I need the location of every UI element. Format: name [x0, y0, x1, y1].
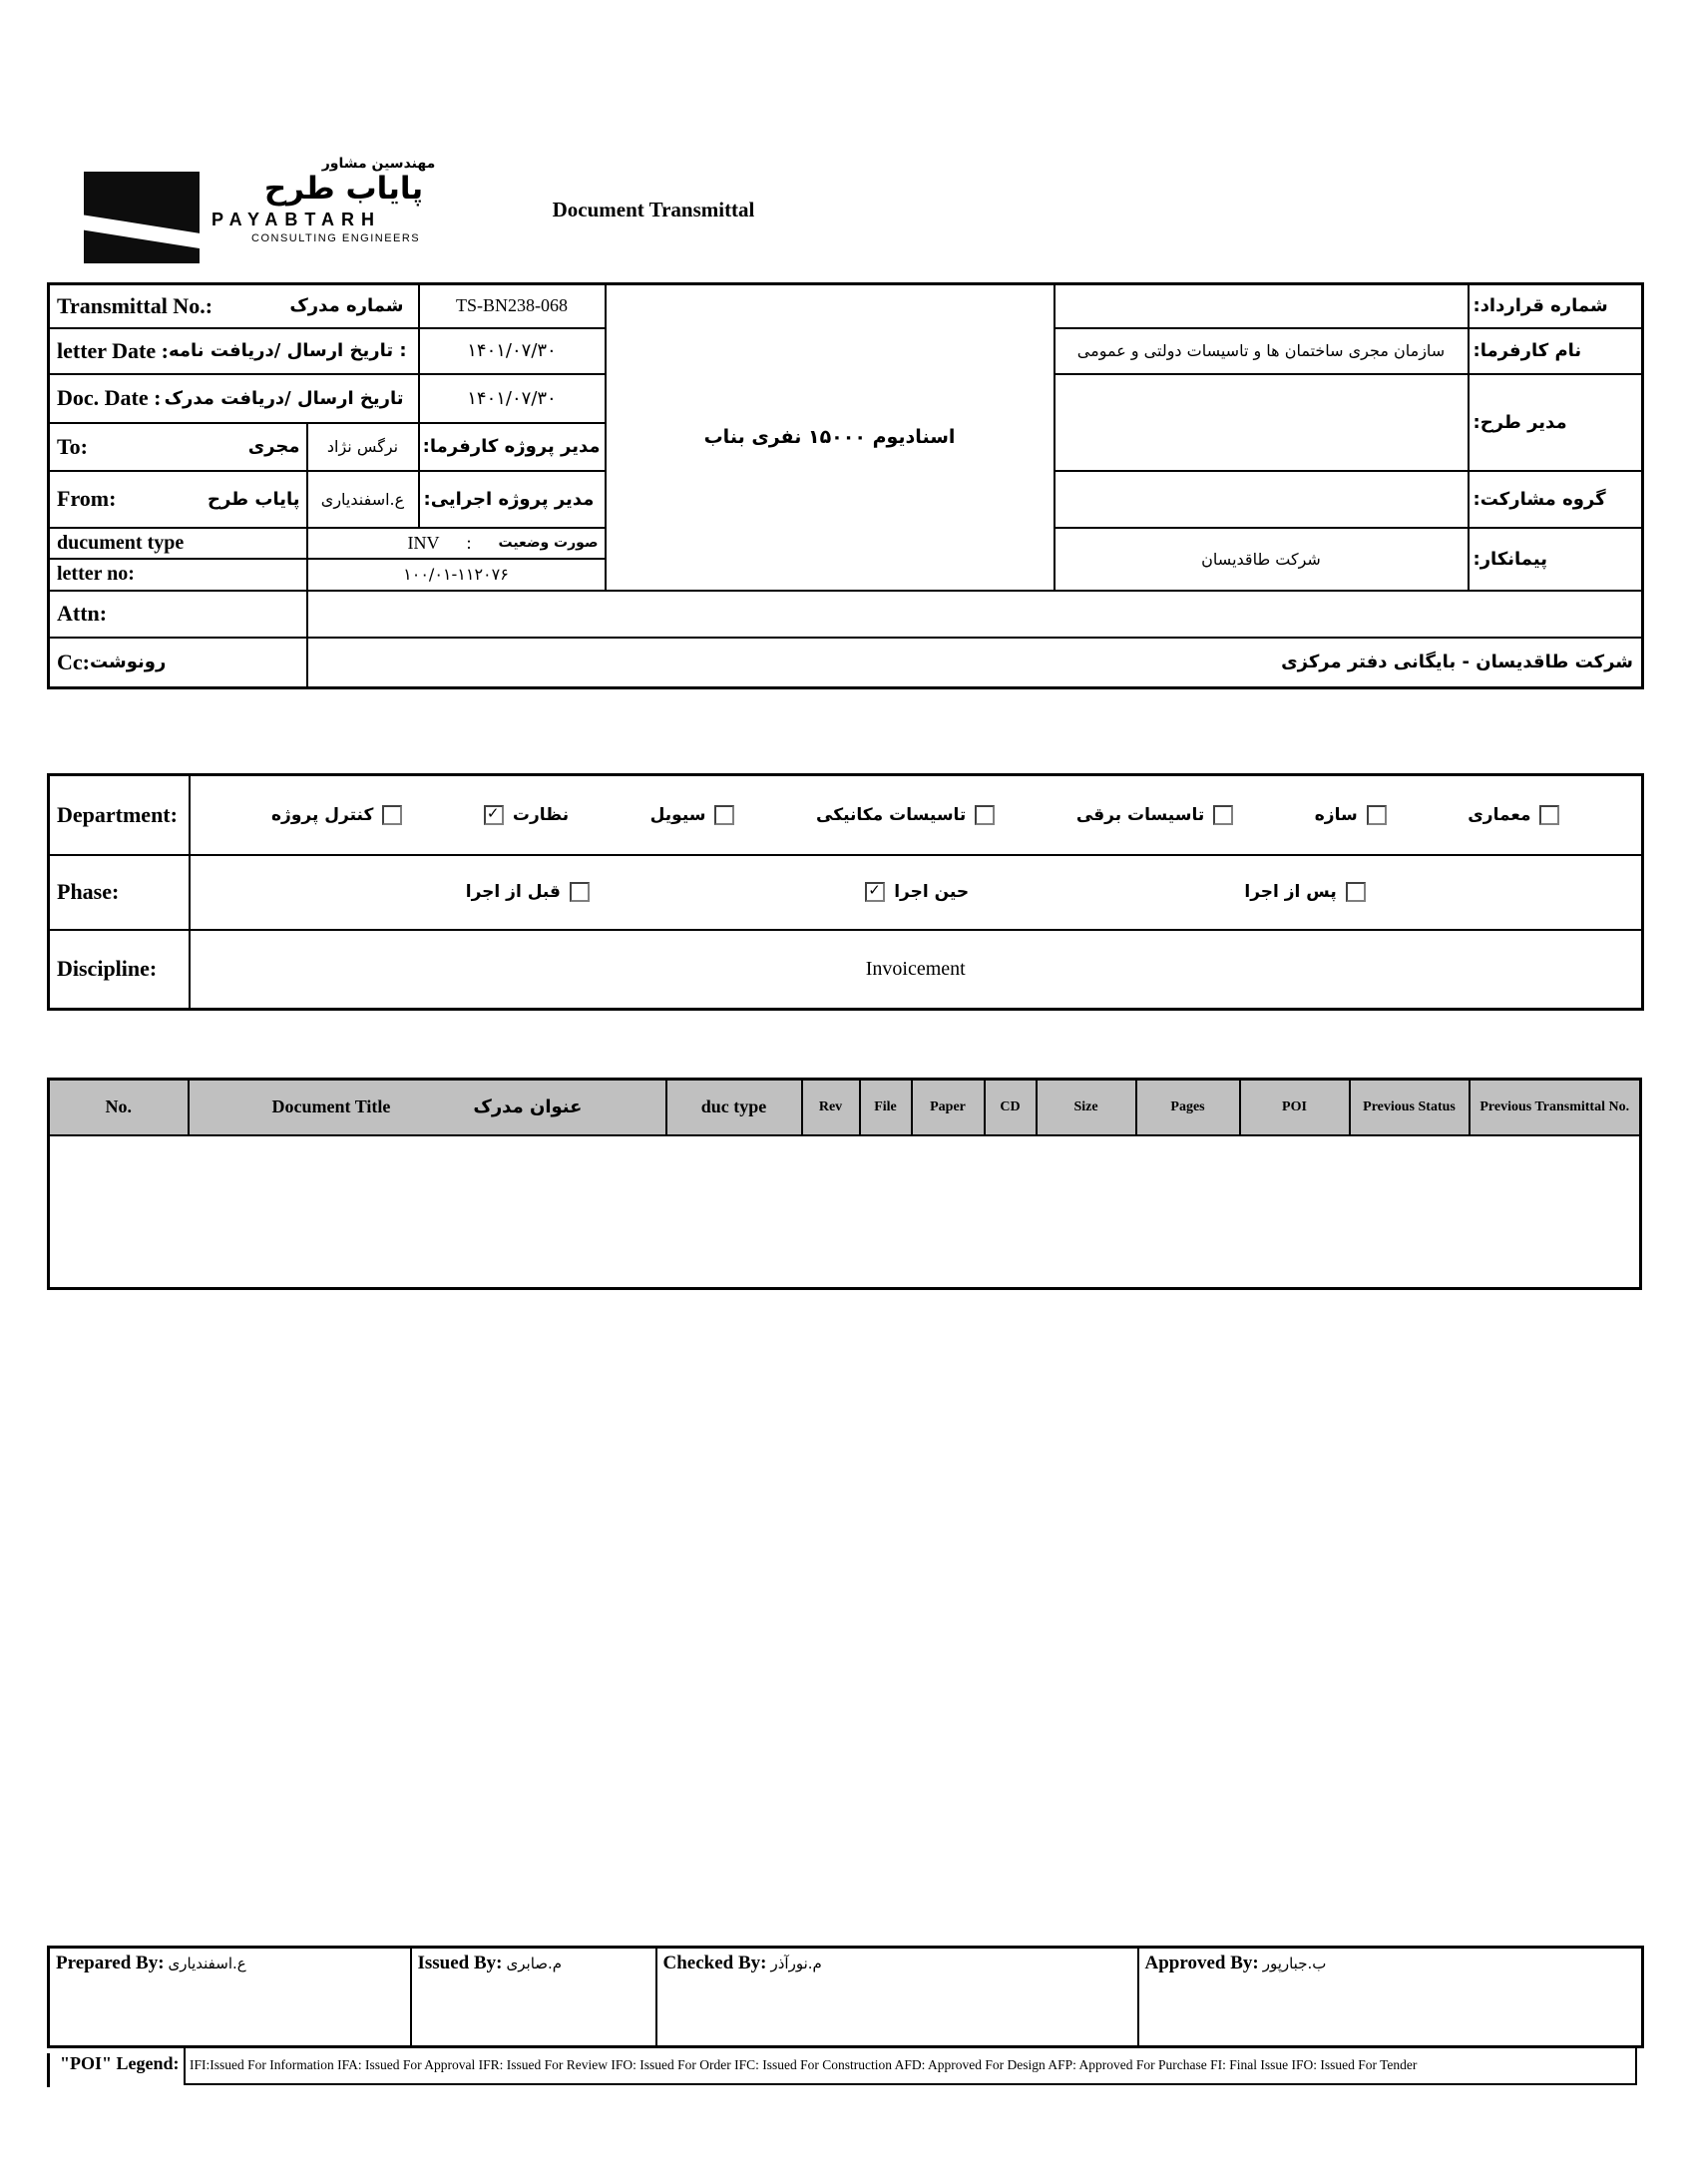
col-header-title-en: Document Title — [271, 1096, 391, 1117]
doc-type-value-cell — [307, 528, 606, 559]
client-pm-label: مدیر پروژه کارفرما: — [419, 423, 606, 471]
brand-fa-name: پایاب طرح — [263, 171, 424, 208]
col-header-no: No. — [49, 1080, 189, 1135]
department-label-cell — [49, 775, 190, 855]
client-name-label: نام کارفرما: — [1469, 328, 1643, 374]
company-logo-icon — [84, 172, 200, 263]
col-header-rev: Rev — [802, 1080, 860, 1135]
to-cell — [49, 423, 307, 471]
department-option-label: تاسیسات مکانیکی — [816, 804, 967, 825]
project-name-cell — [606, 284, 1055, 591]
exec-pm-name: ع.اسفندیاری — [307, 471, 419, 528]
transmittal-no-label-fa: شماره مدرک — [289, 295, 404, 317]
transmittal-no-label-en: Transmittal No.: — [57, 292, 213, 318]
attn-label: Attn: — [57, 601, 108, 626]
letter-date-label-fa: تاریخ ارسال /دریافت نامه : — [168, 340, 407, 361]
col-header-prev-status: Previous Status — [1350, 1080, 1470, 1135]
col-header-poi: POI — [1240, 1080, 1350, 1135]
department-option — [816, 805, 995, 825]
partnership-value — [1055, 471, 1469, 528]
letter-date-label-cell — [49, 328, 419, 374]
doc-type-value-en: INV — [407, 532, 440, 553]
letter-no-label: letter no: — [57, 563, 135, 585]
checked-by-label: Checked By: — [662, 1953, 767, 1973]
discipline-value: Invoicement — [190, 930, 1643, 1010]
brand-en-name: PAYABTARH — [211, 209, 382, 229]
phase-options-cell — [190, 855, 1643, 930]
cc-label-en: Cc: — [57, 649, 90, 674]
poi-legend-text: IFI:Issued For Information IFA: Issued For Approval IFR: Issued For Review IFO: Issued For Order IFC: Issued For Construction AFD: Approved For Design AFP: Approved For Purchase FI: Final Issue IFO: Issued For Tender — [190, 2057, 1418, 2072]
prepared-by-label: Prepared By: — [56, 1953, 165, 1973]
discipline-label-cell — [49, 930, 190, 1010]
phase-option — [865, 882, 969, 902]
doc-type-colon: : — [466, 532, 472, 553]
col-header-pages: Pages — [1136, 1080, 1240, 1135]
contract-no-label: شماره قرارداد: — [1469, 284, 1643, 328]
department-checkbox[interactable] — [1367, 805, 1387, 825]
plan-manager-value — [1055, 374, 1469, 471]
phase-option-label: قبل از اجرا — [465, 882, 561, 902]
prepared-by-name: ع.اسفندیاری — [168, 1955, 246, 1972]
poi-legend-label: "POI" Legend: — [47, 2053, 200, 2087]
col-header-duc-type: duc type — [666, 1080, 802, 1135]
discipline-label: Discipline: — [57, 956, 158, 982]
phase-checkbox[interactable] — [570, 882, 590, 902]
letter-date-label-en: letter Date : — [57, 337, 169, 363]
page-title: Document Transmittal — [552, 198, 755, 221]
department-option — [650, 805, 735, 825]
cc-label-cell — [49, 638, 307, 688]
col-header-file: File — [860, 1080, 912, 1135]
to-label: To: — [57, 433, 88, 459]
checked-by-name: م.نورآذر — [770, 1955, 822, 1972]
logo-swoosh-shape — [84, 214, 200, 253]
department-checkbox[interactable] — [714, 805, 734, 825]
doc-date-label-fa: تاریخ ارسال /دریافت مدرک — [164, 387, 404, 409]
from-label: From: — [57, 486, 117, 511]
department-option-label: کنترل پروژه — [271, 804, 374, 825]
department-option-label: معماری — [1468, 804, 1531, 825]
letter-no-label-cell — [49, 559, 307, 591]
from-cell — [49, 471, 307, 528]
partnership-label: گروه مشارکت: — [1469, 471, 1643, 528]
attn-value — [307, 591, 1643, 638]
empty-filler-row — [49, 1135, 1641, 1289]
brand-en-tagline: CONSULTING ENGINEERS — [251, 232, 421, 245]
issued-by-cell — [411, 1948, 656, 2047]
department-option — [271, 805, 402, 825]
doc-type-label: ducument type — [57, 531, 185, 554]
department-checkbox-group — [191, 805, 1642, 825]
transmittal-info-table — [47, 282, 1644, 689]
brand-fa-tagline: مهندسین مشاور — [321, 156, 436, 172]
cc-value-cell — [307, 638, 1643, 688]
col-header-cd: CD — [985, 1080, 1037, 1135]
department-options-cell — [190, 775, 1643, 855]
doc-date-label-en: Doc. Date : — [57, 385, 162, 410]
department-option-label: نظارت — [512, 804, 570, 825]
doc-date-value: ۱۴۰۱/۰۷/۳۰ — [419, 374, 606, 423]
classification-table — [47, 773, 1644, 1011]
approved-by-name: ب.جبارپور — [1262, 1955, 1327, 1972]
prepared-by-cell — [49, 1948, 411, 2047]
documents-table — [47, 1078, 1642, 1290]
col-header-size: Size — [1037, 1080, 1136, 1135]
attn-label-cell — [49, 591, 307, 638]
phase-option — [1244, 882, 1365, 902]
transmittal-no-value: TS-BN238-068 — [419, 284, 606, 328]
client-name-value: سازمان مجری ساختمان ها و تاسیسات دولتی و عمومی — [1055, 328, 1469, 374]
letter-no-value: ۱۰۰/۰۱-۱۱۲۰۷۶ — [307, 559, 606, 591]
col-header-title — [189, 1080, 666, 1135]
contractor-value: شرکت طاقدیسان — [1055, 528, 1469, 591]
doc-date-label-cell — [49, 374, 419, 423]
phase-option-label: پس از اجرا — [1244, 882, 1337, 902]
approved-by-cell — [1138, 1948, 1643, 2047]
phase-checkbox[interactable] — [1346, 882, 1366, 902]
col-header-paper: Paper — [912, 1080, 985, 1135]
department-option — [484, 805, 569, 825]
doc-type-label-cell — [49, 528, 307, 559]
phase-checkbox-group — [191, 882, 1642, 902]
approved-by-label: Approved By: — [1144, 1953, 1259, 1973]
transmittal-no-label-cell — [49, 284, 419, 328]
signatures-table — [47, 1946, 1644, 2048]
cc-label-fa: رونوشت — [89, 652, 167, 673]
department-option-label: سیویل — [649, 804, 706, 825]
department-label: Department: — [57, 801, 178, 827]
phase-option-label: حین اجرا — [894, 882, 970, 902]
doc-type-value-fa: صورت وضعیت — [498, 535, 599, 551]
to-value: مجری — [247, 436, 300, 457]
col-header-prev-transmittal: Previous Transmittal No. — [1470, 1080, 1641, 1135]
department-checkbox[interactable] — [484, 805, 504, 825]
department-option — [1076, 805, 1233, 825]
letter-date-value: ۱۴۰۱/۰۷/۳۰ — [419, 328, 606, 374]
department-option-label: سازه — [1314, 804, 1358, 825]
contract-no-value — [1055, 284, 1469, 328]
phase-label: Phase: — [57, 879, 120, 904]
department-checkbox[interactable] — [382, 805, 402, 825]
contractor-label: پیمانکار: — [1469, 528, 1643, 591]
phase-checkbox[interactable] — [865, 882, 885, 902]
phase-label-cell — [49, 855, 190, 930]
from-value: پایاب طرح — [207, 488, 300, 510]
client-pm-name: نرگس نژاد — [307, 423, 419, 471]
department-option — [1468, 805, 1559, 825]
exec-pm-label: مدیر پروژه اجرایی: — [419, 471, 606, 528]
issued-by-name: م.صابری — [506, 1955, 563, 1972]
department-checkbox[interactable] — [1213, 805, 1233, 825]
project-name: اسنادیوم ۱۵۰۰۰ نفری بناب — [703, 426, 956, 449]
cc-value: شرکت طاقدیسان - بایگانی دفتر مرکزی — [1281, 652, 1633, 673]
department-option-label: تاسیسات برقی — [1075, 804, 1205, 825]
department-checkbox[interactable] — [1539, 805, 1559, 825]
department-option — [1315, 805, 1387, 825]
poi-legend-box — [184, 2045, 1637, 2085]
col-header-title-fa: عنوان مدرک — [473, 1096, 583, 1118]
department-checkbox[interactable] — [975, 805, 995, 825]
plan-manager-label: مدیر طرح: — [1469, 374, 1643, 471]
checked-by-cell — [656, 1948, 1138, 2047]
phase-option — [466, 882, 590, 902]
issued-by-label: Issued By: — [417, 1953, 503, 1973]
